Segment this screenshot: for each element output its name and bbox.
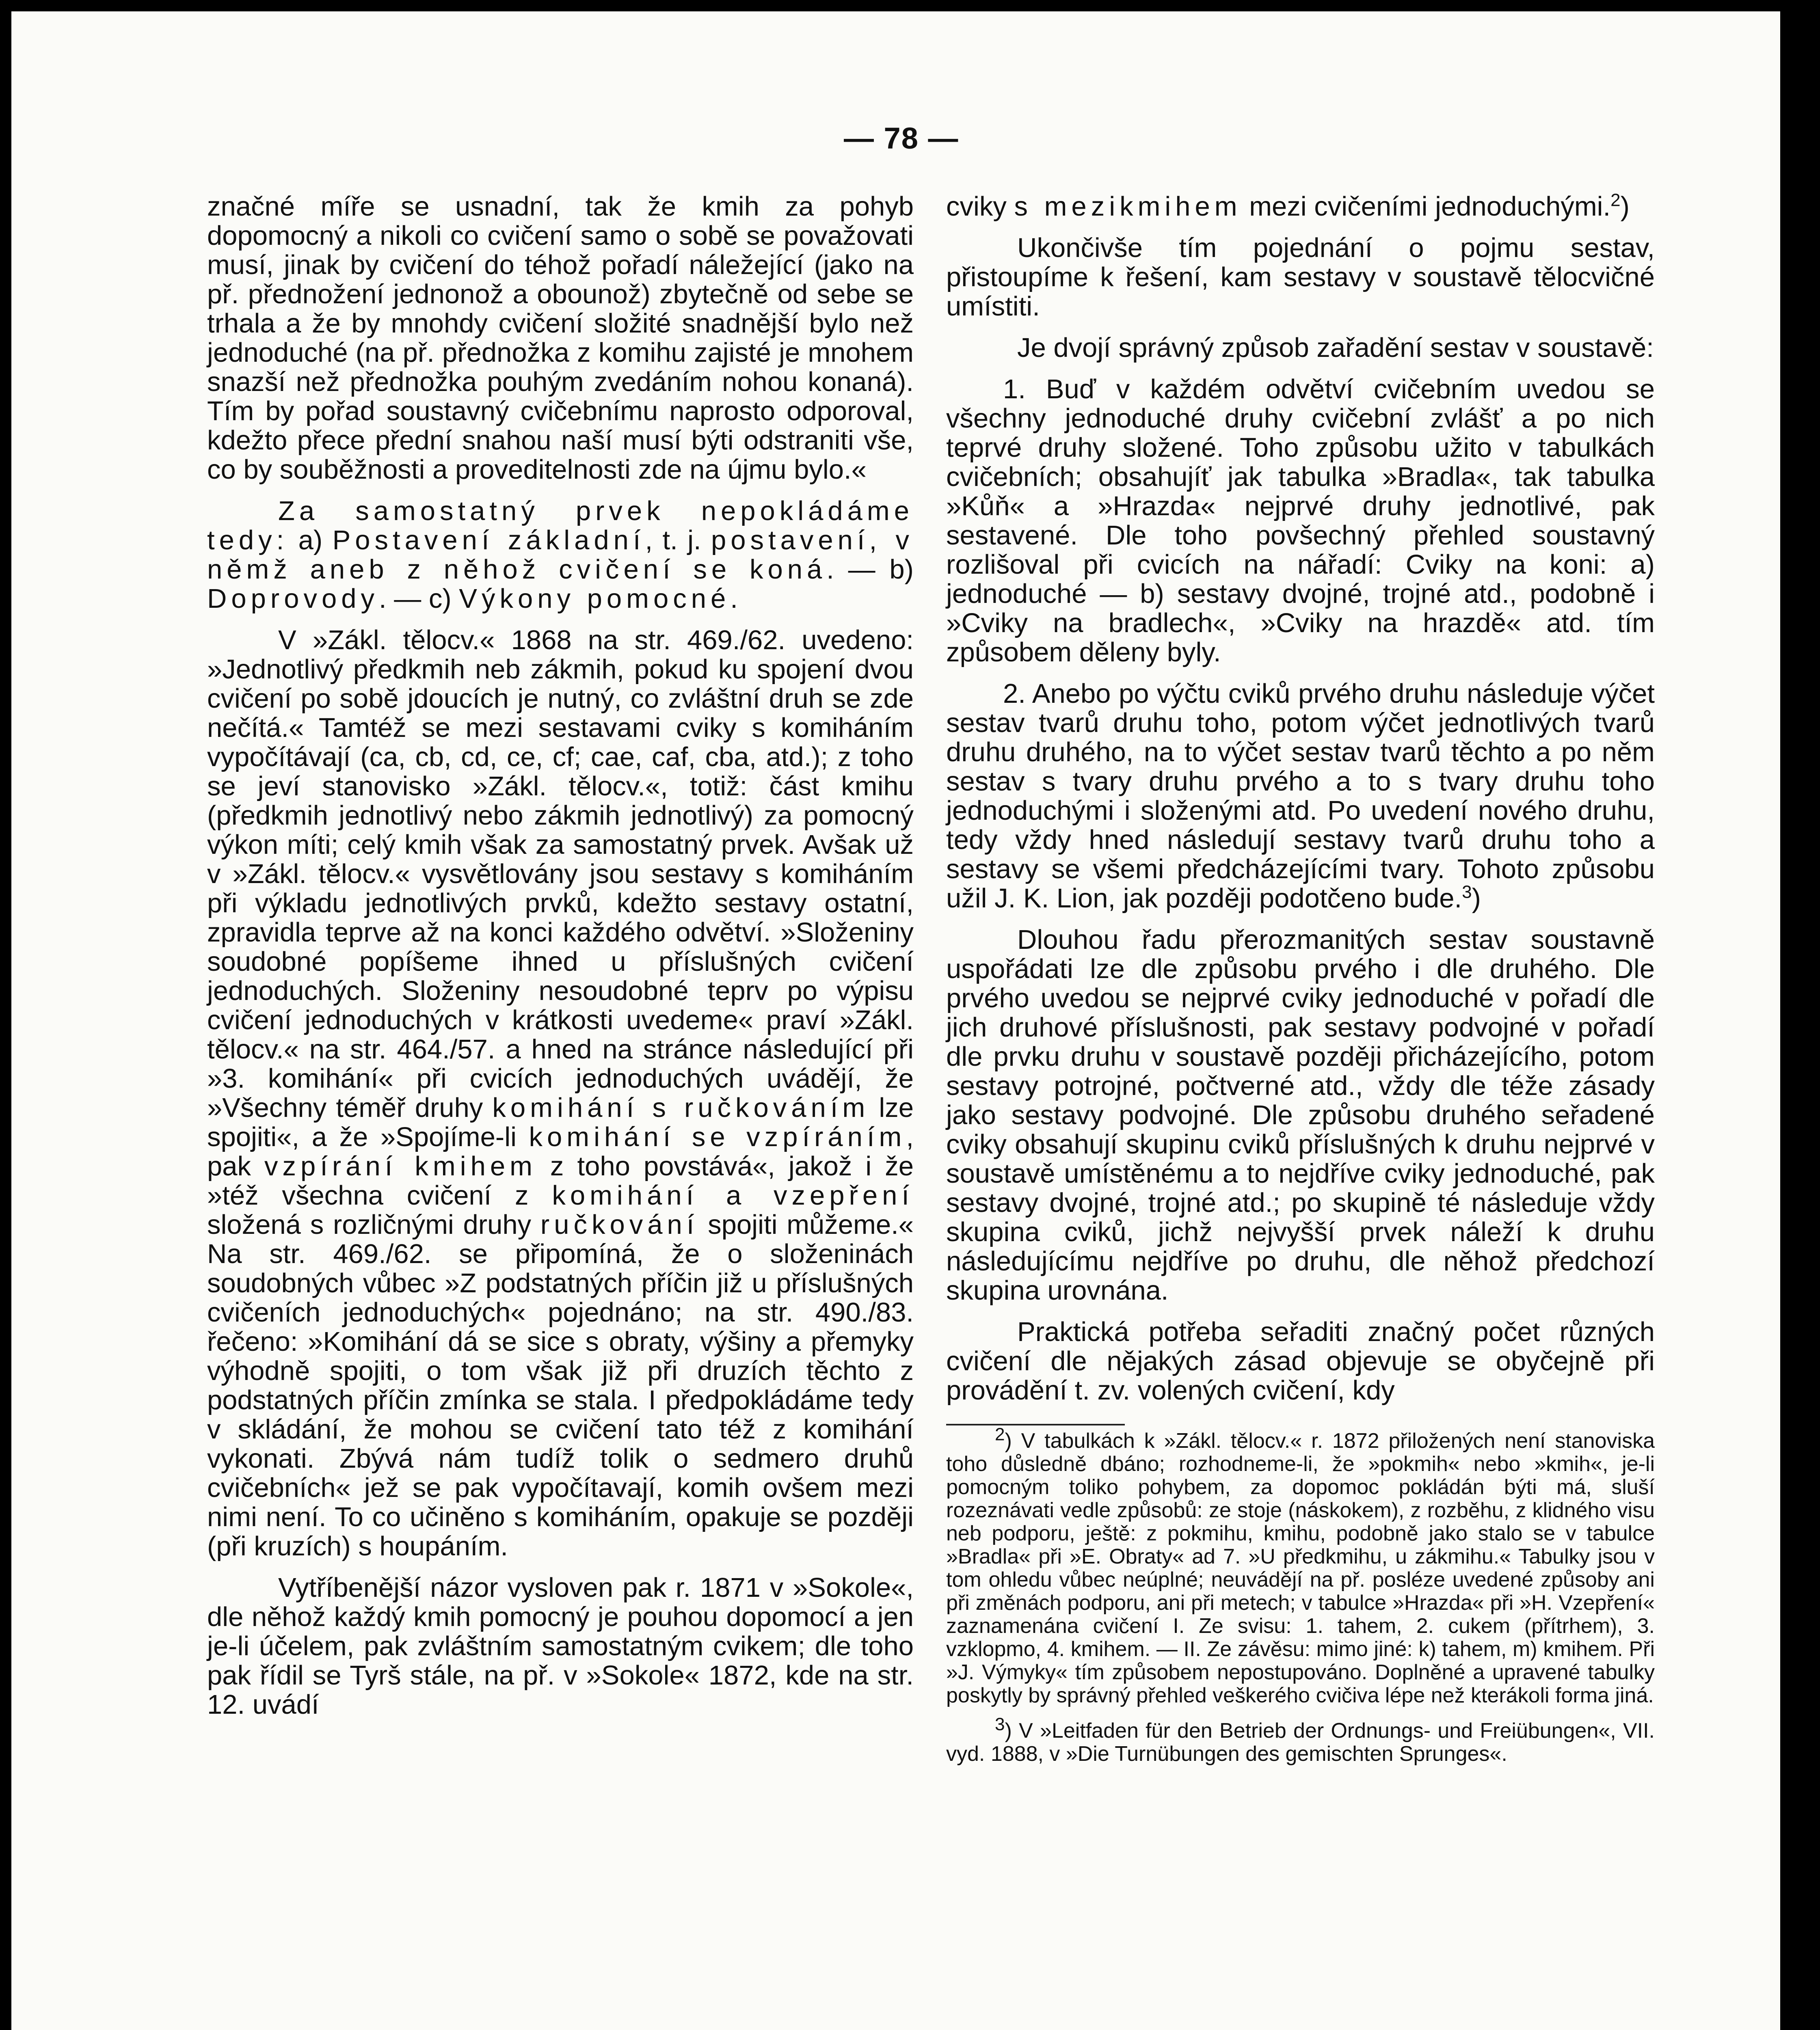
spaced-phrase: Postavení základní	[332, 525, 645, 555]
spaced-phrase: s mezikmihem	[1014, 191, 1242, 222]
paragraph-long-series: Dlouhou řadu přerozmanitých sestav soustavně uspořádati lze dle způsobu prvého i dle druhého. Dle prvého uvedou se nejprvé cviky jednoduché v pořadí dle jich druhové příslušnosti, pak sestavy podvojné v pořadí dle prvku druhu v soustavě později přicházejícího, potom sestavy potrojné, počtverné atd., vždy dle téže zásady jako sestavy podvojné. Dle způsobu druhého seřadené cviky obsahují skupinu cviků příslušných k druhu nejprvé v soustavě umístěnému a to nejdříve cviky jednoduché, pak sestavy dvojné, trojné atd.; po skupině té následuje vždy skupina cviků, jichž nejvyšší prvek náleží k druhu následujícímu nejdříve po druhu, dle něhož předchozí skupina urovnána.	[946, 924, 1655, 1306]
spaced-phrase: Za samostatný prvek nepokládáme tedy:	[207, 496, 914, 555]
text-run: )	[1620, 191, 1630, 222]
text-run: , pak	[207, 1122, 914, 1181]
paragraph-independent-elements	[207, 497, 914, 613]
scanned-page	[11, 11, 1802, 2030]
text-run: a)	[288, 525, 333, 555]
text-run: mezi cvičeními jednoduchými.	[1241, 191, 1611, 222]
footnote-3	[946, 1714, 1655, 1766]
spaced-phrase: ručkování	[540, 1209, 699, 1240]
footnote-2	[946, 1424, 1655, 1707]
paragraph-sokol-1871	[207, 1573, 914, 1719]
paragraph-two-methods: Je dvojí správný způsob zařadění sestav v soustavě:	[1017, 333, 1654, 363]
paragraph-conclusion: Ukončivše tím pojednání o pojmu sestav, přistoupíme k řešení, kam sestavy v soustavě tělocvičné umístiti.	[946, 233, 1655, 322]
footnote-text: ) V »Leitfaden für den Betrieb der Ordnungs- und Freiübungen«, VII. vyd. 1888, v »Die Turnübungen des gemischten Sprunges«.	[946, 1719, 1655, 1766]
text-run: V »Zákl. tělocv.« 1868 na str. 469./62. uvedeno: »Jednotlivý předkmih neb zákmih, pokud ku spojení dvou cvičení po sobě jdoucích je nutný, co zvláštní druh se zde nečítá.« Tamtéž se mezi sestavami cviky s komiháním vypočítávají (ca, cb, cd, ce, cf; cae, caf, cba, atd.); z toho se jeví stanovisko »Zákl. tělocv.«, totiž: část kmihu (předkmih jednotlivý nebo zákmih jednotlivý) za pomocný výkon míti; celý kmih však za samostatný prvek. Avšak už v »Zákl. tělocv.« vysvětlovány jsou sestavy s komiháním při výkladu jednotlivých prvků, kdežto sestavy ostatní, zpravidla teprve až na konci každého odvětví. »Složeniny soudobné popíšeme ihned u příslušných cvičení jednoduchých. Složeniny nesoudobné teprv po výpisu cvičení jednoduchých v krátkosti uvedeme« praví »Zákl. tělocv.« na str. 464./57. a hned na stránce následující při »3. komihání« při cvicích jednoduchých uvádějí, že »Všechny téměř druhy	[207, 625, 914, 1123]
text-run: 2. Anebo po výčtu cviků prvého druhu následuje výčet sestav tvarů druhu toho, potom výčet jednotlivých tvarů druhu druhého, na to výčet sestav tvarů těchto a po něm sestav s tvary druhu prvého a to s tvary druhu toho jednoduchými i složenými atd. Po uvedení nového druhu, tedy vždy hned následují sestavy tvarů druhu toho a sestavy se všemi předcházejícími tvary. Tohoto způsobu užil J. K. Lion, jak později podotčeno bude.	[946, 678, 1655, 914]
footnote-reference: 3	[1462, 882, 1472, 902]
paragraph-method-1: 1. Buď v každém odvětví cvičebním uvedou se všechny jednoduché druhy cvičební zvlášť a po nich teprvé druhy složené. Toho způsobu užito v tabulkách cvičebních; obsahujíť jak tabulka »Bradla«, tak tabulka »Kůň« a »Hrazda« nejprvé druhy jednotlivé, pak sestavené. Dle toho povšechný přehled soustavný rozlišoval při cvicích na nářadí: Cviky na koni: a) jednoduché — b) sestavy dvojné, trojné atd., podobně i »Cviky na bradlech«, »Cviky na hrazdě« atd. tím způsobem děleny byly.	[946, 374, 1655, 667]
paragraph-practical-need: Praktická potřeba seřaditi značný počet různých cvičení dle nějakých zásad objevuje se obyčejně při provádění t. zv. volených cvičení, kdy	[946, 1317, 1655, 1406]
text-run: .	[730, 583, 738, 614]
spaced-phrase: Výkony pomocné	[459, 583, 731, 614]
footnote-mark: 2	[995, 1424, 1005, 1445]
spaced-phrase: komihání a vzepření	[552, 1180, 914, 1211]
spaced-phrase: komihání s ručkováním	[492, 1093, 870, 1123]
text-run: spojiti můžeme.« Na str. 469./62. se připomíná, že o složeninách soudobných vůbec »Z podstatných příčin již u příslušných cvičeních jednoduchých« pojednáno; na str. 490./83. řečeno: »Komihání dá se sice s obraty, výšiny a přemyky výhodně spojiti, o tom však již při druzích těchto z podstatných příčin zmínka se stala. I předpokládáme tedy v skládání, že mohou se cvičení tato též z komihání vykonati. Zbývá nám tudíž tolik o sedmero druhů cvičebních« jež se pak vypočítavají, komih ovšem mezi nimi není. To co učiněno s komiháním, opakuje se později (při kruzích) s houpáním.	[207, 1209, 914, 1561]
paragraph-continuation: značné míře se usnadní, tak že kmih za pohyb dopomocný a nikoli co cvičení samo o sobě se považovati musí, jinak by cvičení do téhož pořadí náležející (jako na př. přednožení jednonož a obounož) zbytečně od sebe se trhala a že by mnohdy cvičení složité snadnější bylo než jednoduché (na př. přednožka z komihu zajisté je mnohem snazší než přednožka pouhým zvedáním nohou konaná). Tím by pořad soustavný cvičebnímu naprosto odporoval, kdežto přece přední snahou naší musí býti odstraniti vše, co by souběžnosti a proveditelnosti zde na újmu bylo.«	[207, 191, 914, 485]
text-run: , t. j.	[645, 525, 711, 555]
paragraph-zakl-telocv	[207, 626, 914, 1561]
text-run: . — c)	[379, 583, 459, 614]
footnote-text: ) V tabulkách k »Zákl. tělocv.« r. 1872 přiložených není stanoviska toho důsledně dbáno; rozhodneme-li, že »pokmih« nebo »kmih«, je-li pomocným toliko pohybem, za dopomoc pokládán býti má, sluší rozeznávati vedle způsobů: ze stoje (náskokem), z rozběhu, z klidného visu neb podporu, ještě: z pokmihu, kmihu, podobně jako stalo se v tabulce »Bradla« při »E. Obraty« ad 7. »U předkmihu, u zákmihu.« Tabulky jsou v tom ohledu vůbec neúplné; neuvádějí na př. posléze uvedené způsoby ani při změnách podporu, ani při metech; v tabulce »Hrazda« při »H. Vzepření« zaznamenána cvičení I. Ze svisu: 1. tahem, 2. cukem (přítrhem), 3. vzklopmo, 4. kmihem. — II. Ze závěsu: mimo jiné: k) tahem, m) kmihem. Při »J. Výmyky« tím způsobem nepostupováno. Doplněné a upravené tabulky poskytly by správný přehled veškerého cvičiva lépe než kterákoli forma jiná.	[946, 1429, 1655, 1707]
spaced-phrase: postavení, v němž aneb z něhož cvičení se koná	[207, 525, 914, 585]
footnote-mark: 3	[995, 1714, 1005, 1734]
page-number: — 78 —	[844, 121, 959, 155]
scan-edge-bar	[1780, 11, 1802, 2030]
text-run: složená s rozličnými druhy	[207, 1209, 540, 1240]
paragraph-continuation	[946, 192, 1655, 221]
spaced-phrase: vzpírání kmihem	[264, 1151, 537, 1181]
footnote-reference: 2	[1610, 190, 1621, 210]
text-run: Vytříbenější názor vysloven pak r. 1871 v »Sokole«, dle něhož každý kmih pomocný je pouhou dopomocí a jen je-li účelem, pak zvláštním samostatným cvikem; dle toho pak řídil se Tyrš stále, na př. v »Sokole« 1872, kde na str. 12. uvádí	[207, 1572, 914, 1720]
text-run: cviky	[946, 191, 1014, 222]
text-run: z toho povstává«, jakož i že »též všechna cvičení z	[207, 1151, 914, 1211]
right-column	[946, 192, 1655, 1778]
paragraph-method-2	[946, 679, 1655, 913]
text-run: lze spojiti«, a že »Spojíme-li	[207, 1093, 914, 1152]
left-column	[207, 192, 914, 1732]
text-run: . — b)	[826, 554, 914, 585]
text-run: )	[1472, 883, 1481, 914]
spaced-phrase: Doprovody	[207, 583, 379, 614]
spaced-phrase: komihání se vzpíráním	[529, 1122, 906, 1152]
footnote-separator	[946, 1424, 1125, 1425]
